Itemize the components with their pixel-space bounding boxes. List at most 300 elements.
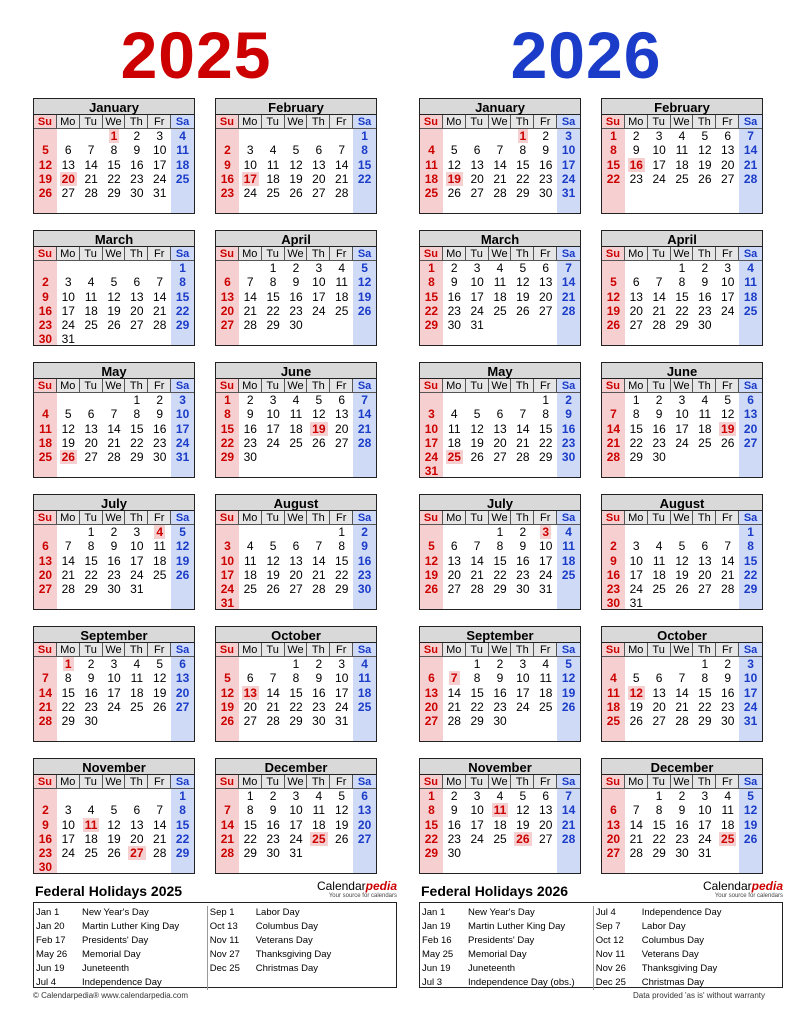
day-cell: 18 <box>175 157 190 172</box>
empty-cell <box>330 129 353 143</box>
day-cell: 19 <box>107 831 121 846</box>
day-cell: 11 <box>562 539 575 554</box>
day-cell: 31 <box>175 449 190 464</box>
day-cell: 17 <box>629 567 643 582</box>
day-cell: 24 <box>675 435 689 450</box>
day-cell: 29 <box>289 713 303 728</box>
day-cell: 5 <box>315 393 323 408</box>
day-cell: 9 <box>110 539 118 554</box>
day-cell: 16 <box>130 157 144 172</box>
day-cell: 26 <box>675 581 689 596</box>
day-cell: 17 <box>652 157 666 172</box>
day-cell: 2 <box>450 261 458 276</box>
holiday-row <box>420 948 593 962</box>
empty-cell <box>239 129 262 143</box>
day-cell: 12 <box>606 289 621 304</box>
day-cell: 28 <box>153 317 167 332</box>
day-cell: 28 <box>220 845 235 860</box>
weekday-header: Th <box>511 511 534 525</box>
year-block-2025 <box>33 98 397 874</box>
month-may <box>419 362 581 478</box>
holiday-date: 7 <box>450 671 458 686</box>
day-cell: 7 <box>315 539 323 554</box>
empty-cell <box>693 525 716 539</box>
weekday-header: Sa <box>739 775 762 789</box>
month-name: May <box>33 362 195 379</box>
day-cell: 6 <box>133 275 141 290</box>
holiday-name: Labor Day <box>641 921 686 932</box>
day-cell: 22 <box>652 831 666 846</box>
empty-cell <box>34 393 57 407</box>
day-cell: 4 <box>292 393 300 408</box>
day-cell: 24 <box>61 317 75 332</box>
day-cell: 18 <box>38 435 53 450</box>
day-cell: 31 <box>629 596 643 611</box>
day-cell: 27 <box>629 317 643 332</box>
day-cell: 2 <box>496 657 504 672</box>
weekday-header: Su <box>602 247 625 261</box>
weekday-header: Sa <box>739 379 762 393</box>
day-cell: 8 <box>519 143 527 158</box>
weekday-header: We <box>671 643 694 657</box>
month-name: September <box>33 626 195 643</box>
empty-cell <box>216 261 239 275</box>
day-cell: 25 <box>561 567 576 582</box>
day-cell: 5 <box>724 393 732 408</box>
weekday-header: Fr <box>148 643 171 657</box>
day-cell: 8 <box>269 275 277 290</box>
day-cell: 8 <box>542 407 550 422</box>
day-cell: 8 <box>610 143 617 158</box>
empty-cell <box>443 129 466 143</box>
holiday-column-right <box>208 906 396 990</box>
day-cell: 11 <box>744 275 757 290</box>
day-cell: 2 <box>701 261 709 276</box>
holiday-row <box>34 934 207 948</box>
day-cell: 28 <box>357 435 372 450</box>
day-grid <box>419 511 581 610</box>
day-cell: 14 <box>721 553 735 568</box>
weekday-header: We <box>671 775 694 789</box>
holiday-column-left <box>34 906 208 990</box>
holiday-date-label: Jan 1 <box>422 907 446 918</box>
day-cell: 17 <box>516 685 530 700</box>
holiday-row <box>208 920 396 934</box>
day-cell: 22 <box>289 699 303 714</box>
day-cell: 7 <box>156 803 164 818</box>
day-cell: 23 <box>357 567 372 582</box>
day-grid <box>419 379 581 478</box>
month-name: February <box>215 98 377 115</box>
day-cell: 6 <box>655 671 663 686</box>
day-cell: 12 <box>516 803 530 818</box>
empty-cell <box>262 129 285 143</box>
day-grid <box>601 379 763 478</box>
day-cell: 21 <box>447 699 461 714</box>
day-cell: 22 <box>107 171 121 186</box>
empty-cell <box>648 657 671 671</box>
weekday-header: Su <box>602 115 625 129</box>
day-cell: 8 <box>338 539 346 554</box>
holiday-name: Independence Day (obs.) <box>468 977 575 988</box>
weekday-header: Sa <box>557 379 580 393</box>
day-cell: 16 <box>675 817 689 832</box>
day-cell: 21 <box>335 171 349 186</box>
weekday-header: Sa <box>557 511 580 525</box>
day-cell: 3 <box>64 275 72 290</box>
holiday-row <box>208 948 396 962</box>
day-cell: 7 <box>224 803 231 818</box>
day-cell: 29 <box>84 581 98 596</box>
weekday-header: Th <box>125 247 148 261</box>
day-cell: 30 <box>561 449 576 464</box>
day-cell: 4 <box>655 539 663 554</box>
empty-cell <box>80 789 103 803</box>
day-cell: 25 <box>743 303 758 318</box>
empty-cell <box>285 129 308 143</box>
year-block-2026 <box>419 98 783 874</box>
day-cell: 15 <box>743 553 758 568</box>
day-cell: 7 <box>678 671 686 686</box>
day-cell: 10 <box>539 539 553 554</box>
day-cell: 27 <box>175 699 190 714</box>
day-cell: 27 <box>539 303 553 318</box>
day-cell: 19 <box>516 289 530 304</box>
day-cell: 8 <box>361 143 368 158</box>
day-cell: 8 <box>747 539 754 554</box>
empty-cell <box>80 393 103 407</box>
empty-cell <box>420 657 443 671</box>
weekday-header: Fr <box>534 643 557 657</box>
day-cell: 11 <box>84 289 98 304</box>
day-cell: 5 <box>678 539 686 554</box>
day-cell: 29 <box>243 845 257 860</box>
day-cell: 17 <box>61 303 75 318</box>
day-cell: 16 <box>539 157 553 172</box>
day-cell: 15 <box>107 157 121 172</box>
day-cell: 5 <box>179 525 186 540</box>
day-cell: 20 <box>652 699 666 714</box>
day-cell: 4 <box>701 393 709 408</box>
day-cell: 2 <box>361 525 368 540</box>
holiday-row <box>208 906 396 920</box>
day-cell: 22 <box>84 567 98 582</box>
holiday-date: 27 <box>130 845 144 860</box>
empty-cell <box>648 261 671 275</box>
holiday-name: New Year's Day <box>468 907 535 918</box>
weekday-header: Mo <box>239 775 262 789</box>
day-cell: 26 <box>721 435 735 450</box>
day-cell: 21 <box>312 567 326 582</box>
holiday-date: 13 <box>243 685 257 700</box>
holiday-date-label: Sep 1 <box>209 907 235 918</box>
day-cell: 4 <box>724 789 732 804</box>
weekday-header: Mo <box>625 247 648 261</box>
weekday-header: Th <box>125 511 148 525</box>
weekday-header: Mo <box>239 511 262 525</box>
day-cell: 16 <box>266 817 280 832</box>
day-cell: 20 <box>721 157 735 172</box>
holiday-row <box>420 934 593 948</box>
empty-cell <box>216 789 239 803</box>
day-cell: 22 <box>424 303 439 318</box>
day-cell: 18 <box>424 171 439 186</box>
day-cell: 7 <box>565 789 572 804</box>
weekday-header: Tu <box>648 115 671 129</box>
day-grid <box>601 511 763 610</box>
weekday-header: Fr <box>148 379 171 393</box>
holiday-date-label: Jun 19 <box>422 963 451 974</box>
weekday-header: Tu <box>80 379 103 393</box>
day-cell: 26 <box>289 185 303 200</box>
day-cell: 13 <box>424 685 439 700</box>
weekday-header: We <box>285 775 308 789</box>
day-cell: 5 <box>428 539 435 554</box>
month-name: December <box>215 758 377 775</box>
weekday-header: We <box>103 379 126 393</box>
day-cell: 29 <box>175 845 190 860</box>
weekday-header: We <box>103 643 126 657</box>
holidays-2025 <box>33 880 397 988</box>
empty-cell <box>57 393 80 407</box>
empty-cell <box>239 657 262 671</box>
day-cell: 31 <box>424 464 439 479</box>
day-cell: 18 <box>357 685 372 700</box>
day-grid <box>33 115 195 214</box>
empty-cell <box>34 657 57 671</box>
day-cell: 5 <box>338 789 346 804</box>
day-cell: 14 <box>561 803 576 818</box>
weekday-header: Fr <box>534 115 557 129</box>
day-cell: 10 <box>153 143 167 158</box>
day-cell: 12 <box>266 553 280 568</box>
day-cell: 7 <box>361 393 368 408</box>
day-cell: 21 <box>61 567 75 582</box>
day-cell: 22 <box>335 567 349 582</box>
day-cell: 29 <box>424 845 439 860</box>
day-cell: 4 <box>42 407 49 422</box>
weekday-header: Su <box>602 511 625 525</box>
day-cell: 20 <box>743 421 758 436</box>
weekday-header: Sa <box>739 511 762 525</box>
day-grid <box>419 775 581 874</box>
day-cell: 2 <box>224 143 231 158</box>
weekday-header: Sa <box>171 643 194 657</box>
day-cell: 11 <box>244 553 257 568</box>
weekday-header: Fr <box>716 775 739 789</box>
day-cell: 1 <box>179 789 186 804</box>
month-name: January <box>419 98 581 115</box>
day-cell: 11 <box>39 421 52 436</box>
day-cell: 28 <box>561 303 576 318</box>
day-cell: 24 <box>652 171 666 186</box>
weekday-header: Tu <box>80 247 103 261</box>
day-cell: 8 <box>632 407 640 422</box>
day-cell: 2 <box>610 539 617 554</box>
day-cell: 28 <box>493 185 507 200</box>
day-cell: 1 <box>655 789 663 804</box>
day-cell: 15 <box>424 817 439 832</box>
day-cell: 12 <box>516 275 530 290</box>
weekday-header: Mo <box>443 247 466 261</box>
day-cell: 12 <box>289 157 303 172</box>
weekday-header: Sa <box>739 247 762 261</box>
weekday-header: Su <box>34 115 57 129</box>
day-cell: 12 <box>107 817 121 832</box>
day-cell: 12 <box>220 685 235 700</box>
day-cell: 28 <box>335 185 349 200</box>
day-cell: 27 <box>130 317 144 332</box>
brand-accent: pedia <box>365 879 397 893</box>
weekday-header: Fr <box>534 775 557 789</box>
weekday-header: We <box>103 115 126 129</box>
weekday-header: Su <box>420 643 443 657</box>
day-cell: 25 <box>357 699 372 714</box>
weekday-header: Th <box>125 643 148 657</box>
weekday-header: Fr <box>148 511 171 525</box>
day-cell: 20 <box>539 817 553 832</box>
day-cell: 19 <box>561 685 576 700</box>
weekday-header: Su <box>602 775 625 789</box>
weekday-header: Th <box>511 643 534 657</box>
day-cell: 20 <box>38 567 53 582</box>
day-cell: 30 <box>266 845 280 860</box>
day-cell: 9 <box>632 143 640 158</box>
footer-copyright: © Calendarpedia® www.calendarpedia.com <box>33 991 188 1000</box>
holiday-row <box>208 934 396 948</box>
year-title-2025: 2025 <box>120 18 272 92</box>
day-cell: 5 <box>110 275 118 290</box>
month-name: August <box>215 494 377 511</box>
day-cell: 18 <box>743 289 758 304</box>
holiday-date-label: May 26 <box>36 949 68 960</box>
day-cell: 19 <box>335 817 349 832</box>
day-cell: 9 <box>610 553 617 568</box>
weekday-header: Tu <box>262 379 285 393</box>
empty-cell <box>466 129 489 143</box>
weekday-header: We <box>285 247 308 261</box>
weekday-header: Sa <box>171 379 194 393</box>
day-cell: 19 <box>606 303 621 318</box>
day-cell: 2 <box>655 393 663 408</box>
day-cell: 15 <box>424 289 439 304</box>
day-cell: 23 <box>698 303 712 318</box>
day-cell: 13 <box>84 421 98 436</box>
weekday-header: Mo <box>57 247 80 261</box>
day-cell: 4 <box>542 657 550 672</box>
day-cell: 1 <box>473 657 481 672</box>
day-cell: 26 <box>698 171 712 186</box>
holiday-row <box>34 920 207 934</box>
month-june <box>601 362 763 478</box>
weekday-header: Mo <box>239 247 262 261</box>
day-cell: 25 <box>698 435 712 450</box>
day-grid <box>601 115 763 214</box>
weekday-header: Su <box>602 643 625 657</box>
day-cell: 11 <box>266 157 280 172</box>
day-cell: 30 <box>130 185 144 200</box>
holiday-date-label: Nov 27 <box>209 949 240 960</box>
weekday-header: Su <box>420 115 443 129</box>
holiday-row <box>420 920 593 934</box>
day-cell: 7 <box>747 129 754 144</box>
day-cell: 27 <box>289 581 303 596</box>
day-cell: 9 <box>519 539 527 554</box>
weekday-header: Mo <box>57 643 80 657</box>
empty-cell <box>103 393 126 407</box>
holiday-date-label: Sep 7 <box>595 921 621 932</box>
day-cell: 26 <box>107 845 121 860</box>
day-cell: 25 <box>84 317 98 332</box>
day-cell: 7 <box>269 671 277 686</box>
holiday-date: 3 <box>542 525 550 540</box>
day-cell: 15 <box>539 421 553 436</box>
month-august <box>215 494 377 610</box>
holiday-name: Labor Day <box>255 907 300 918</box>
day-cell: 6 <box>64 143 72 158</box>
weekday-header: Tu <box>262 115 285 129</box>
day-cell: 1 <box>496 525 504 540</box>
day-cell: 4 <box>87 275 95 290</box>
holiday-name: Columbus Day <box>641 935 705 946</box>
day-cell: 15 <box>289 685 303 700</box>
day-cell: 25 <box>539 699 553 714</box>
day-grid <box>419 643 581 742</box>
day-cell: 16 <box>721 685 735 700</box>
day-cell: 15 <box>652 817 666 832</box>
day-cell: 27 <box>243 713 257 728</box>
day-cell: 7 <box>42 671 49 686</box>
weekday-header: Su <box>420 775 443 789</box>
holiday-row <box>420 976 593 990</box>
day-cell: 21 <box>675 699 689 714</box>
weekday-header: Th <box>307 775 330 789</box>
day-cell: 23 <box>652 435 666 450</box>
day-cell: 13 <box>175 671 190 686</box>
day-cell: 8 <box>179 275 186 290</box>
day-cell: 4 <box>496 261 504 276</box>
day-cell: 21 <box>493 171 507 186</box>
day-cell: 21 <box>561 289 576 304</box>
weekday-header: Fr <box>330 775 353 789</box>
day-cell: 9 <box>224 157 231 172</box>
day-cell: 31 <box>539 581 553 596</box>
day-grid <box>215 643 377 742</box>
day-cell: 28 <box>61 581 75 596</box>
day-cell: 18 <box>289 421 303 436</box>
day-cell: 25 <box>606 713 621 728</box>
day-cell: 13 <box>447 553 461 568</box>
day-cell: 25 <box>493 303 507 318</box>
day-cell: 25 <box>424 185 439 200</box>
day-grid <box>33 643 195 742</box>
day-cell: 6 <box>701 539 709 554</box>
day-cell: 7 <box>473 539 481 554</box>
day-cell: 17 <box>130 553 144 568</box>
weekday-header: Sa <box>353 775 376 789</box>
holiday-date: 25 <box>721 831 735 846</box>
holiday-date: 25 <box>447 449 461 464</box>
day-cell: 12 <box>743 803 758 818</box>
weekday-header: Fr <box>330 115 353 129</box>
day-cell: 12 <box>107 289 121 304</box>
day-cell: 11 <box>493 275 507 290</box>
weekday-header: Tu <box>466 379 489 393</box>
holiday-name: Presidents' Day <box>82 935 149 946</box>
day-grid <box>419 247 581 346</box>
day-cell: 28 <box>743 171 758 186</box>
empty-cell <box>285 525 308 539</box>
